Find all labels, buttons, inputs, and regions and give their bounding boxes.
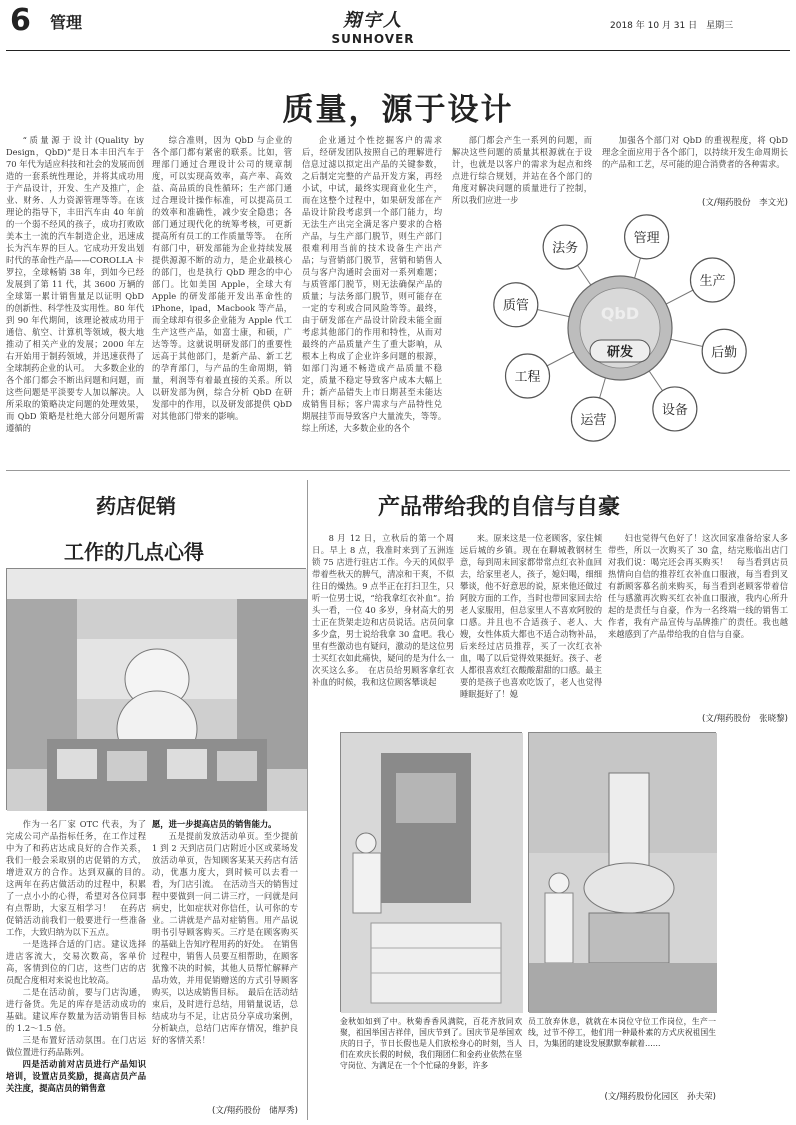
article2-point-3 xyxy=(6,1034,146,1058)
factory-workers-drawing xyxy=(341,733,523,1013)
article3-column-2 xyxy=(460,532,602,728)
header-rule xyxy=(6,50,790,51)
logo-cn: 翔宇人 xyxy=(343,10,403,31)
diagram-node-label-5: 工程 xyxy=(514,369,541,385)
logo-en: SUNHOVER xyxy=(331,32,415,46)
factory-equipment-drawing xyxy=(529,733,717,1013)
article2-text-1: 作为一名厂家 OTC 代表，为了完成公司产品指标任务，在工作过程中为了和药店达成良好的合作关系，我们一般会采取别的店促销的方式，增进双方的合作。达到双赢的目的。 这两年在药店做活动的过程中，积累了一点小小的心得，希望对各位同事有点帮助，大家互相学习！ 在药店促销活动前我们一般要进行一些准备工作，大致归纳为以下五点。 xyxy=(6,819,155,937)
page-number: 6 xyxy=(10,3,31,38)
article1-text-1: “质量源于设计(Quality by Design，QbD)”是日本丰田汽车于 70 年代为适应科技和社会的发展而创造的一套系统性理论，并将其成功用于产品设计，开发、生产及推广，企业、财务、人力资源管理等等。在该理论的指导下，丰田汽车由 40 年前的一个弱不经风的孩子，成功打败欧美本土一流的汽车制造企业，迅速成长为汽车界的巨人。它成功开发出划时代的革命性产品——COROLLA 卡罗拉，全球畅销 38 年，到如今已经发展到了第 11 代，其 3600 万辆的全球第一累计销售量足以证明 QbD 的创新性、科学性及实用性。80 年代到 90 年代期间，该理论被成功用于通信、航空、计算机等领域，极大地推动了相关产业的发展；2000 年左右开始用于制药领域，并迅速获得了全球制药企业的认可。 大多数企业的各个部门都会不断出问题和问题，而这些问题是平淡要专人加以解决。人所采取的策略决定问题的处理效果，而 QbD 策略是杜绝大部分问题所需遵循的 xyxy=(6,135,144,433)
article3-text-2: 来。原来这是一位老顾客，家住倾远后城的乡镇。现在在聊城教钢材生意，每到周末回家都带常点红衣补血回去，给家里老人，孩子，媳妇喝，细细攀谈，他不好意思的说，原来他还做过阿胶方面的工作，当时也带回家回去给老人家服用，但总家里人不喜欢阿胶的口感。并且也不合适孩子、老人、大嫂，女性体质大都也不适合动物补品，后来经过店员推荐，买了一次红衣补血，喝了以后觉得效果挺好。孩子、老人都很喜欢红衣酸酸甜甜的口感。最主要的是孩子也喜欢吃饭了，老人也觉得睡眠挺好了！媳 xyxy=(460,533,602,699)
factory-photo-signature: (文/翔药股份化园区 孙夫荣) xyxy=(604,1092,716,1102)
article1-column-5 xyxy=(602,134,788,194)
photo-product-box-1 xyxy=(57,749,97,779)
photo-product-box-4 xyxy=(217,751,257,781)
article1-column-2 xyxy=(152,134,292,454)
article2-point-2-text: 二是在活动前，要与门店沟通，进行备货。先足的库存是活动成功的基础。建议库存数量为活动销售目标的 1.2～1.5 倍。 xyxy=(6,987,146,1033)
article2-title-line1: 药店促销 xyxy=(96,494,176,518)
section-title: 管理 xyxy=(50,13,83,32)
article1-column-1 xyxy=(6,134,144,454)
factory2-frame xyxy=(589,913,669,963)
factory2-worker-body xyxy=(545,893,573,963)
factory-photo1-caption: 金秋如如到了中。秋菊香香风满院，百花齐放同欢聚，祖国举国吉祥伴，国庆节到了。国庆节是举国欢庆的日子，节日长假也是人们放松身心的时刻，当人们在欢庆长假的时候，我们翔团仁和金药业依然在坚守岗位、为满足在一个个忙碌的身影，许多 xyxy=(340,1017,522,1070)
article1-title: 质量，源于设计 xyxy=(282,92,514,128)
pharmacy-photo-drawing xyxy=(7,569,307,811)
photo-product-box-2 xyxy=(107,751,147,781)
article2-point-3-text: 三是布置好活动氛围。在门店运做位置进行药品陈列。 xyxy=(6,1035,146,1057)
article2-column-1 xyxy=(6,818,155,1118)
factory-equipment-photo xyxy=(528,732,716,1012)
article1-text-2: 综合准则，因为 QbD 与企业的各个部门都有紧密的联系。比如，管理部门通过合理设计公司的规章制度，可以实现高效率，高产率、高效益、高品质的良性循环；生产部门通过合理设计操作标准，可以提高员工的效率和准确性，减少安全隐患；各部门通过现代化的统筹考核，可更新提高所有员工的工作质量等等。 在所有部门中，研发部能为企业持续发展提供源源不断的动力，是企业最核心的部门，也是执行 QbD 理念的中心部门。比如美国 Apple，全球大有 Apple 的研发部能开发出革命性的 iPhone，ipad，Macbook 等产品，而全球却有很多企业能为 Apple 代工生产这些产品，如富士康，和硕，广达等等。这就说明研发部门的重要性远高于其他部门，是新产品、新工艺的孕育部门，与产品的生命周期，销量，利润等有着最直接的关系。所以以研发部为例，综合分析 QbD 在研发部中的作用，以及研发部提供 QbD 对其他部门带来的影响。 xyxy=(152,135,292,421)
issue-date: 2018 年 10 月 31 日 星期三 xyxy=(610,21,734,31)
diagram-node-label-2: 后勤 xyxy=(711,345,738,361)
factory-workers-photo xyxy=(340,732,522,1012)
article2-signature: (文/翔药股份 储厚秀) xyxy=(212,1106,298,1116)
diagram-node-label-0: 管理 xyxy=(633,230,660,246)
diagram-node-label-1: 生产 xyxy=(699,274,726,290)
article2-text-2b: 五是提前发放活动单页。至少提前 1 到 2 天到店员门店附近小区或菜场发放活动单页，告知顾客某某天药店有活动，优惠力度大，到时候可以去看一看，为门店引流。 在活动当天的销售过程中要做到一问二讲三疗，一问就是问病史，比如症状对你信任，认可你的专业。二讲就是产品对症销售。用产品说明书引导顾客购买。三疗是在顾客购买的基础上告知疗程用药的好处。 在销售过程中，销售人员要互相帮助，在顾客犹豫不决的时候，其他人员帮忙解释产品功效，并用促销赠送的方式引导顾客购买，以达成销售目标。 最后在活动结束后，及时进行总结，用销量说话，总结成功与不足，让店员分享成功案例，分析缺点，总结门店库存情况，维护良好的客情关系！ xyxy=(152,831,298,1045)
article3-text-1: 8 月 12 日，立秋后的第一个周日。早上 8 点，我准时来到了五洲连锁 75 店进行驻店工作。今天的风似乎带着些秋天的脾气，清凉和干爽，不似往日的燥热。9 点半正在打扫卫生，只听一位男士说，“给我拿红衣补血”。抬头一看，一位 40 多岁，身材高大的男士正在货架走边和店员说话。店员问拿多少盒，男士说给我拿 30 盒吧。我心里有些激动也有疑问，激动的是这位男士买红衣如此痛快，疑问的是为什么一次买这么多。 在店员给男顾客拿红衣补血的时候，我和这位顾客攀谈起 xyxy=(312,533,454,687)
article1-column-3 xyxy=(302,134,451,454)
qbd-diagram xyxy=(452,206,788,456)
article1-column-4 xyxy=(452,134,592,205)
factory2-floor xyxy=(529,963,717,1013)
article1-signature: (文/翔药股份 李文光) xyxy=(702,198,788,208)
article2-text-2a: 愿，进一步提高店员的销售能力。 xyxy=(152,819,277,829)
photo-product-box-3 xyxy=(167,749,207,779)
factory1-worker-body xyxy=(353,853,381,913)
factory-photo2-caption: 员工放弃休息，就就在本岗位守位工作岗位，生产一线，过节不停工，他们用一种最朴素的方式庆祝祖国生日，为集团的建设发展默默奉献着…… xyxy=(528,1017,716,1048)
article2-point-4: 四是活动前对店员进行产品知识培训，设置店员奖励，提高店员产品关注度，提高店员的销售意 xyxy=(6,1059,146,1093)
article3-column-3 xyxy=(608,532,788,702)
section-divider xyxy=(6,470,790,471)
article2-title-line2: 工作的几点心得 xyxy=(64,540,204,564)
factory1-crates xyxy=(371,923,501,1003)
article1-text-5: 加强各个部门对 QbD 的重视程度，将 QbD 理念全面应用于各个部门，以持续开发生命周期长的产品和工艺，尽可能的迎合消费者的各种需求。 xyxy=(602,135,788,169)
diagram-node-label-3: 设备 xyxy=(661,402,688,418)
article2-point-1 xyxy=(6,938,146,986)
column-divider xyxy=(307,480,308,1120)
diagram-node-label-7: 法务 xyxy=(552,241,579,257)
factory1-worker-head xyxy=(356,833,376,853)
article2-column-2 xyxy=(152,818,298,1098)
factory1-machine-panel xyxy=(396,773,456,823)
article1-text-4: 部门都会产生一系列的问题，而解决这些问题的质量其根源就在于设计，也就是以客户的需求为起点和终点进行综合规划，并站在各个部门的角度对解决问题的质量进行了控制，所以我们应进一步 xyxy=(452,135,592,205)
article2-point-2 xyxy=(6,986,146,1034)
diagram-node-label-4: 运营 xyxy=(580,413,607,429)
article2-point-1-text: 一是选择合适的门店。建议选择进店客流大，交易次数高，客单价高，客情到位的门店，这些门店的店员配合度相对来说也比较高。 xyxy=(6,939,146,985)
diagram-node-label-6: 质管 xyxy=(502,298,529,314)
diagram-center-label: QbD xyxy=(600,304,640,323)
article3-title: 产品带给我的自信与自豪 xyxy=(378,495,621,520)
diagram-center-sub-label: 研发 xyxy=(606,345,634,360)
newspaper-logo xyxy=(318,6,428,46)
pharmacy-promotion-photo xyxy=(6,568,306,810)
factory2-vessel-base xyxy=(584,863,674,913)
article3-text-3: 妇也觉得气色好了！这次回家准备给家人多带些，所以一次购买了 30 盒，结完账临出店门对我们说：喝完还会再买购买！ 每当看到店员热情向自信的推荐红衣补血口服液，每当看到叉有新顾客慕名前来购买，每当看到老顾客带着信任与感激再次购买红衣补血口服液，我内心所升起的是责任与自豪，作为一名终端一线的销售工作者，我有产品宣传与品牌推广的责任。我也越来越感到了产品带给我的自信与自豪。 xyxy=(608,533,788,639)
article3-column-1 xyxy=(312,532,454,728)
photo-ceiling xyxy=(7,569,307,599)
factory2-worker-head xyxy=(549,873,569,893)
article1-text-3: 企业通过个性挖掘客户的需求后，经研发团队按照自己的理解进行信息过滤以拟定出产品的关键参数，之后制定完整的产品开发方案，再经小试，中试，最终实现商业化生产，而在这整个过程中，如果研发部在产品设计阶段考虑到一个部门能力，均无法生产出完全满足客户要求的合格产品，与生产部门脱节，则生产部门很难利用当前的技术设备生产出产品；与营销部门脱节，营销和销售人员与客户沟通时会面对一系列难题；与质管部门脱节，则无法确保产品的质量；与法务部门脱节，则可能存在一定的专利或合同风险等等。最终，由于研发部在产品设计阶段未能全面考虑其他部门的作用和特性，从而对最终的产品质量产生了重大影响，从根本上构成了企业许多问题的根源，如部门沟通不畅造成产品质量不稳定，质量不稳定导致客户成本大幅上升；新产品错失上市日期甚至未能达成销售目标；客户需求与产品特性兑期展挂节而导致客户大量流失，等等。 综上所述，大多数企业的各个 xyxy=(302,135,451,433)
article3-signature: (文/翔药股份 张晓黎) xyxy=(702,714,788,724)
